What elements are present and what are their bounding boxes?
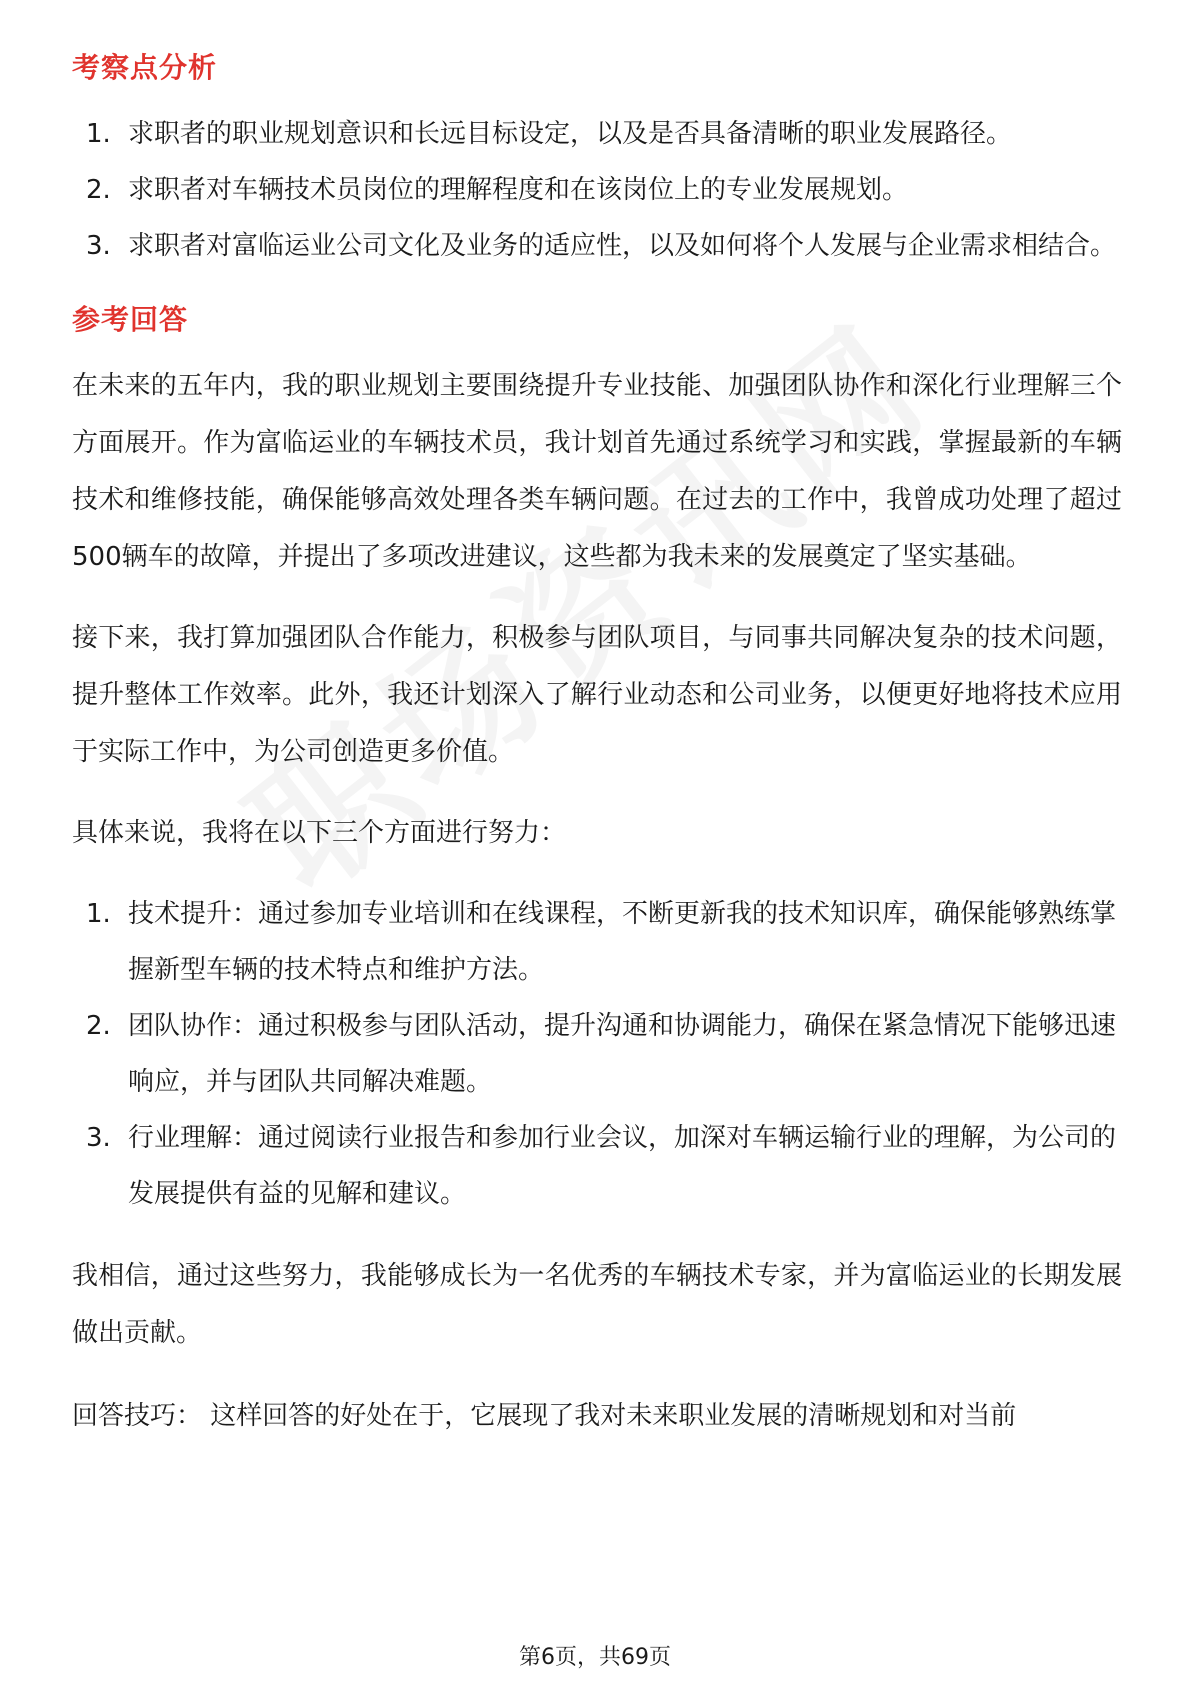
list-item-text: 求职者对车辆技术员岗位的理解程度和在该岗位上的专业发展规划。 — [128, 175, 909, 205]
answer-paragraph-1: 在未来的五年内，我的职业规划主要围绕提升专业技能、加强团队协作和深化行业理解三个方面展开。作为富临运业的车辆技术员，我计划首先通过系统学习和实践，掌握最新的车辆技术和维修技能，确保能够高效处理各类车辆问题。在过去的工作中，我曾成功处理了超过500辆车的故障，并提出了多项改进建议，这些都为我未来的发展奠定了坚实基础。 — [72, 371, 1122, 572]
list-item-number: 1. — [86, 119, 111, 149]
list-item — [72, 218, 1122, 274]
list-item — [72, 998, 1122, 1110]
list-item — [72, 106, 1122, 162]
list-item-text: 求职者对富临运业公司文化及业务的适应性，以及如何将个人发展与企业需求相结合。 — [128, 231, 1117, 261]
answer-paragraph-3: 具体来说，我将在以下三个方面进行努力： — [72, 818, 567, 848]
list-item-text: 行业理解：通过阅读行业报告和参加行业会议，加深对车辆运输行业的理解，为公司的发展提供有益的见解和建议。 — [128, 1123, 1117, 1209]
analysis-list — [72, 106, 1122, 274]
list-item-text: 求职者的职业规划意识和长远目标设定，以及是否具备清晰的职业发展路径。 — [128, 119, 1013, 149]
list-item-text: 团队协作：通过积极参与团队活动，提升沟通和协调能力，确保在紧急情况下能够迅速响应，并与团队共同解决难题。 — [128, 1011, 1117, 1097]
list-item-number: 2. — [86, 1011, 111, 1041]
list-item-number: 1. — [86, 899, 111, 929]
section-title-answer: 参考回答 — [72, 303, 189, 336]
list-item-number: 3. — [86, 1123, 111, 1153]
effort-list — [72, 886, 1122, 1222]
answer-paragraph-2: 接下来，我打算加强团队合作能力，积极参与团队项目，与同事共同解决复杂的技术问题，提升整体工作效率。此外，我还计划深入了解行业动态和公司业务，以便更好地将技术应用于实际工作中，为公司创造更多价值。 — [72, 623, 1122, 767]
list-item-text: 技术提升：通过参加专业培训和在线课程，不断更新我的技术知识库，确保能够熟练掌握新型车辆的技术特点和维护方法。 — [128, 899, 1117, 985]
list-item — [72, 162, 1122, 218]
list-item — [72, 1110, 1122, 1222]
section-title-analysis: 考察点分析 — [72, 51, 218, 84]
answer-tips: 回答技巧： 这样回答的好处在于，它展现了我对未来职业发展的清晰规划和对当前 — [72, 1401, 1017, 1431]
list-item-number: 2. — [86, 175, 111, 205]
answer-paragraph-4: 我相信，通过这些努力，我能够成长为一名优秀的车辆技术专家，并为富临运业的长期发展做出贡献。 — [72, 1261, 1122, 1348]
page-number: 第6页，共69页 — [519, 1645, 671, 1670]
list-item-number: 3. — [86, 231, 111, 261]
list-item — [72, 886, 1122, 998]
page-content — [72, 48, 1122, 1445]
